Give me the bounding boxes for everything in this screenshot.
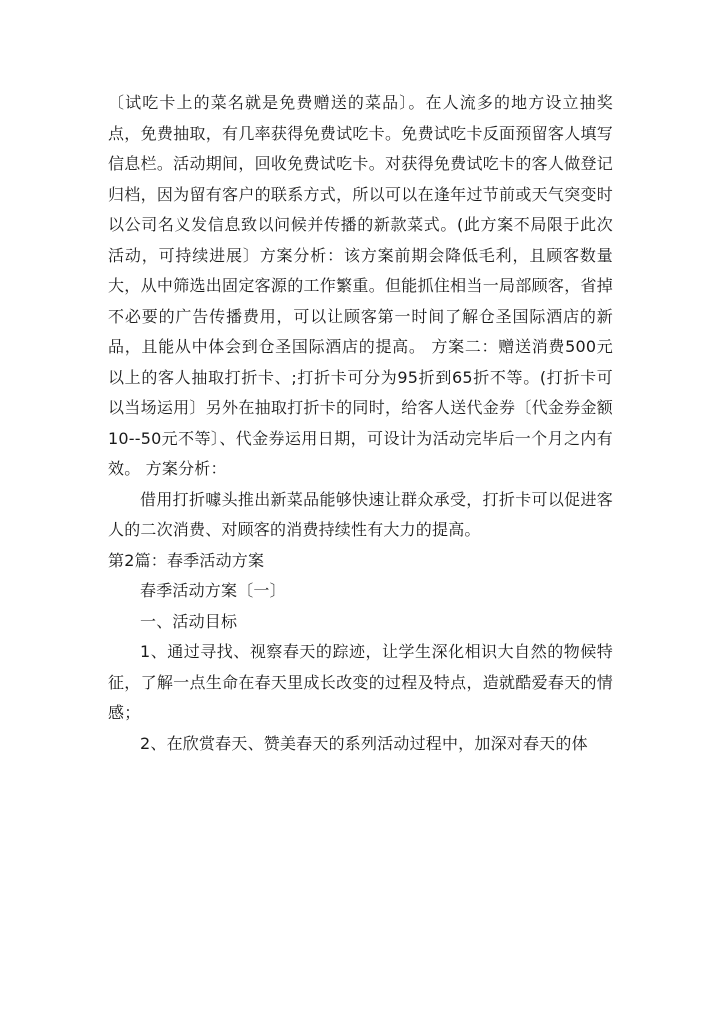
subheading-activity-goals: 一、活动目标	[140, 611, 238, 631]
paragraph-plan-analysis: 借用打折噱头推出新菜品能够快速让群众承受，打折卡可以促进客人的二次消费、对顾客的消费持续性有大力的提高。	[108, 489, 613, 539]
subheading-spring-plan-one: 春季活动方案〔一〕	[140, 581, 286, 600]
paragraph-plan-one-details: 〔试吃卡上的菜名就是免费赠送的菜品〕。在人流多的地方设立抽奖点，免费抽取，有几率获得免费试吃卡。免费试吃卡反面预留客人填写信息栏。活动期间，回收免费试吃卡。对获得免费试吃卡的客人做登记归档，因为留有客户的联系方式，所以可以在逢年过节前或天气突变时以公司名义发信息致以问候并传播的新款菜式。(此方案不局限于此次活动，可持续进展〕方案分析：该方案前期会降低毛利，且顾客数量大，从中筛选出固定客源的工作繁重。但能抓住相当一局部顾客，省掉不必要的广告传播费用，可以让顾客第一时间了解仓圣国际酒店的新品，且能从中体会到仓圣国际酒店的提高。 方案二：赠送消费500元以上的客人抽取打折卡、;打折卡可分为95折到65折不等。(打折卡可以当场运用〕另外在抽取打折卡的同时，给客人送代金券〔代金券金额10--50元不等〕、代金券运用日期，可设计为活动完毕后一个月之内有效。 方案分析：	[108, 93, 613, 478]
section-heading-part-2: 第2篇：春季活动方案	[108, 550, 265, 570]
paragraph-goal-two: 2、在欣赏春天、赞美春天的系列活动过程中，加深对春天的体	[140, 733, 588, 753]
document-body	[108, 88, 613, 759]
paragraph-goal-one: 1、通过寻找、视察春天的踪迹，让学生深化相识大自然的物候特征，了解一点生命在春天里成长改变的过程及特点，造就酷爱春天的情感；	[108, 642, 613, 722]
